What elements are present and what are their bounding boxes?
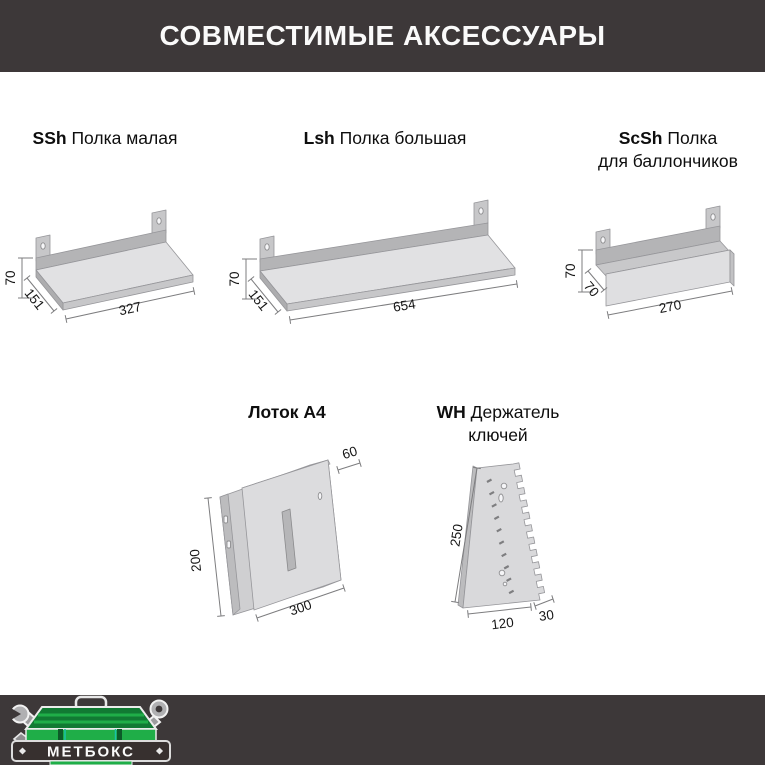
product-title-a4 [187,401,387,424]
title-line1 [187,401,387,424]
screw-hole [265,244,269,250]
product-name: Держатель [470,402,560,422]
product-name: Полка большая [339,128,467,148]
page-title: СОВМЕСТИМЫЕ АКСЕССУАРЫ [159,20,606,51]
brand-text: МЕТБОКС [47,743,135,761]
svg-text:270: 270 [657,297,683,317]
svg-text:654: 654 [391,296,417,315]
svg-text:200: 200 [186,548,205,573]
title-line2: ключей [468,425,528,445]
drawing-wh-key-holder [425,452,575,632]
screw-hole [41,243,45,249]
mount-slot [224,516,228,523]
metbox-logo [6,695,176,765]
title-line1 [10,127,200,150]
product-code: WH [436,402,466,422]
product-title-ssh [10,127,200,150]
svg-text:30: 30 [537,607,555,625]
product-name: Полка [667,128,718,148]
drawing-scsh-can-shelf [558,194,760,326]
mount-slot [499,494,503,502]
toolbox-lid [26,707,156,729]
product-title-scsh [570,127,765,173]
product-code: Лоток A4 [248,402,326,422]
svg-text:120: 120 [490,614,515,633]
svg-text:151: 151 [245,286,272,314]
title-line1 [285,127,485,150]
toolbox-base [50,761,132,765]
title-line2: для баллончиков [598,151,738,171]
product-title-wh [398,401,598,447]
screw-hole [157,218,161,224]
drawing-ssh-small-shelf [3,196,201,328]
product-name: Полка малая [71,128,178,148]
product-code: SSh [32,128,67,148]
drawing-lsh-large-shelf [227,194,530,330]
screw-hole [479,208,483,214]
mount-hole [499,570,505,576]
shelf-body [596,206,734,306]
brand-plaque [12,741,170,765]
mount-slot [227,541,231,548]
svg-text:70: 70 [227,271,242,287]
mount-slot [318,493,322,500]
toolbox-band [26,729,156,741]
mount-hole [501,483,507,489]
product-title-lsh [285,127,485,150]
dimension-height [187,498,225,617]
dimension-width [468,603,532,632]
svg-text:250: 250 [447,522,466,548]
shelf-body [36,210,193,310]
svg-text:70: 70 [563,263,578,279]
screw-hole [711,214,715,220]
svg-text:60: 60 [340,443,360,463]
tray-body [220,460,341,615]
title-line1 [398,401,598,424]
screw-hole [601,237,605,243]
title-line1 [570,127,765,150]
product-code: ScSh [618,128,663,148]
product-code: Lsh [303,128,335,148]
svg-text:327: 327 [117,298,143,319]
svg-text:70: 70 [3,270,18,286]
svg-text:151: 151 [21,285,48,313]
dimension-depth [337,443,361,473]
svg-text:70: 70 [580,278,603,300]
mount-hole [503,582,507,586]
svg-text:300: 300 [287,596,314,619]
drawing-a4-tray [186,440,408,624]
header-bar [0,0,765,72]
shelf-body [260,200,515,311]
holder-body [458,463,545,608]
toolbox-icon [26,697,156,741]
